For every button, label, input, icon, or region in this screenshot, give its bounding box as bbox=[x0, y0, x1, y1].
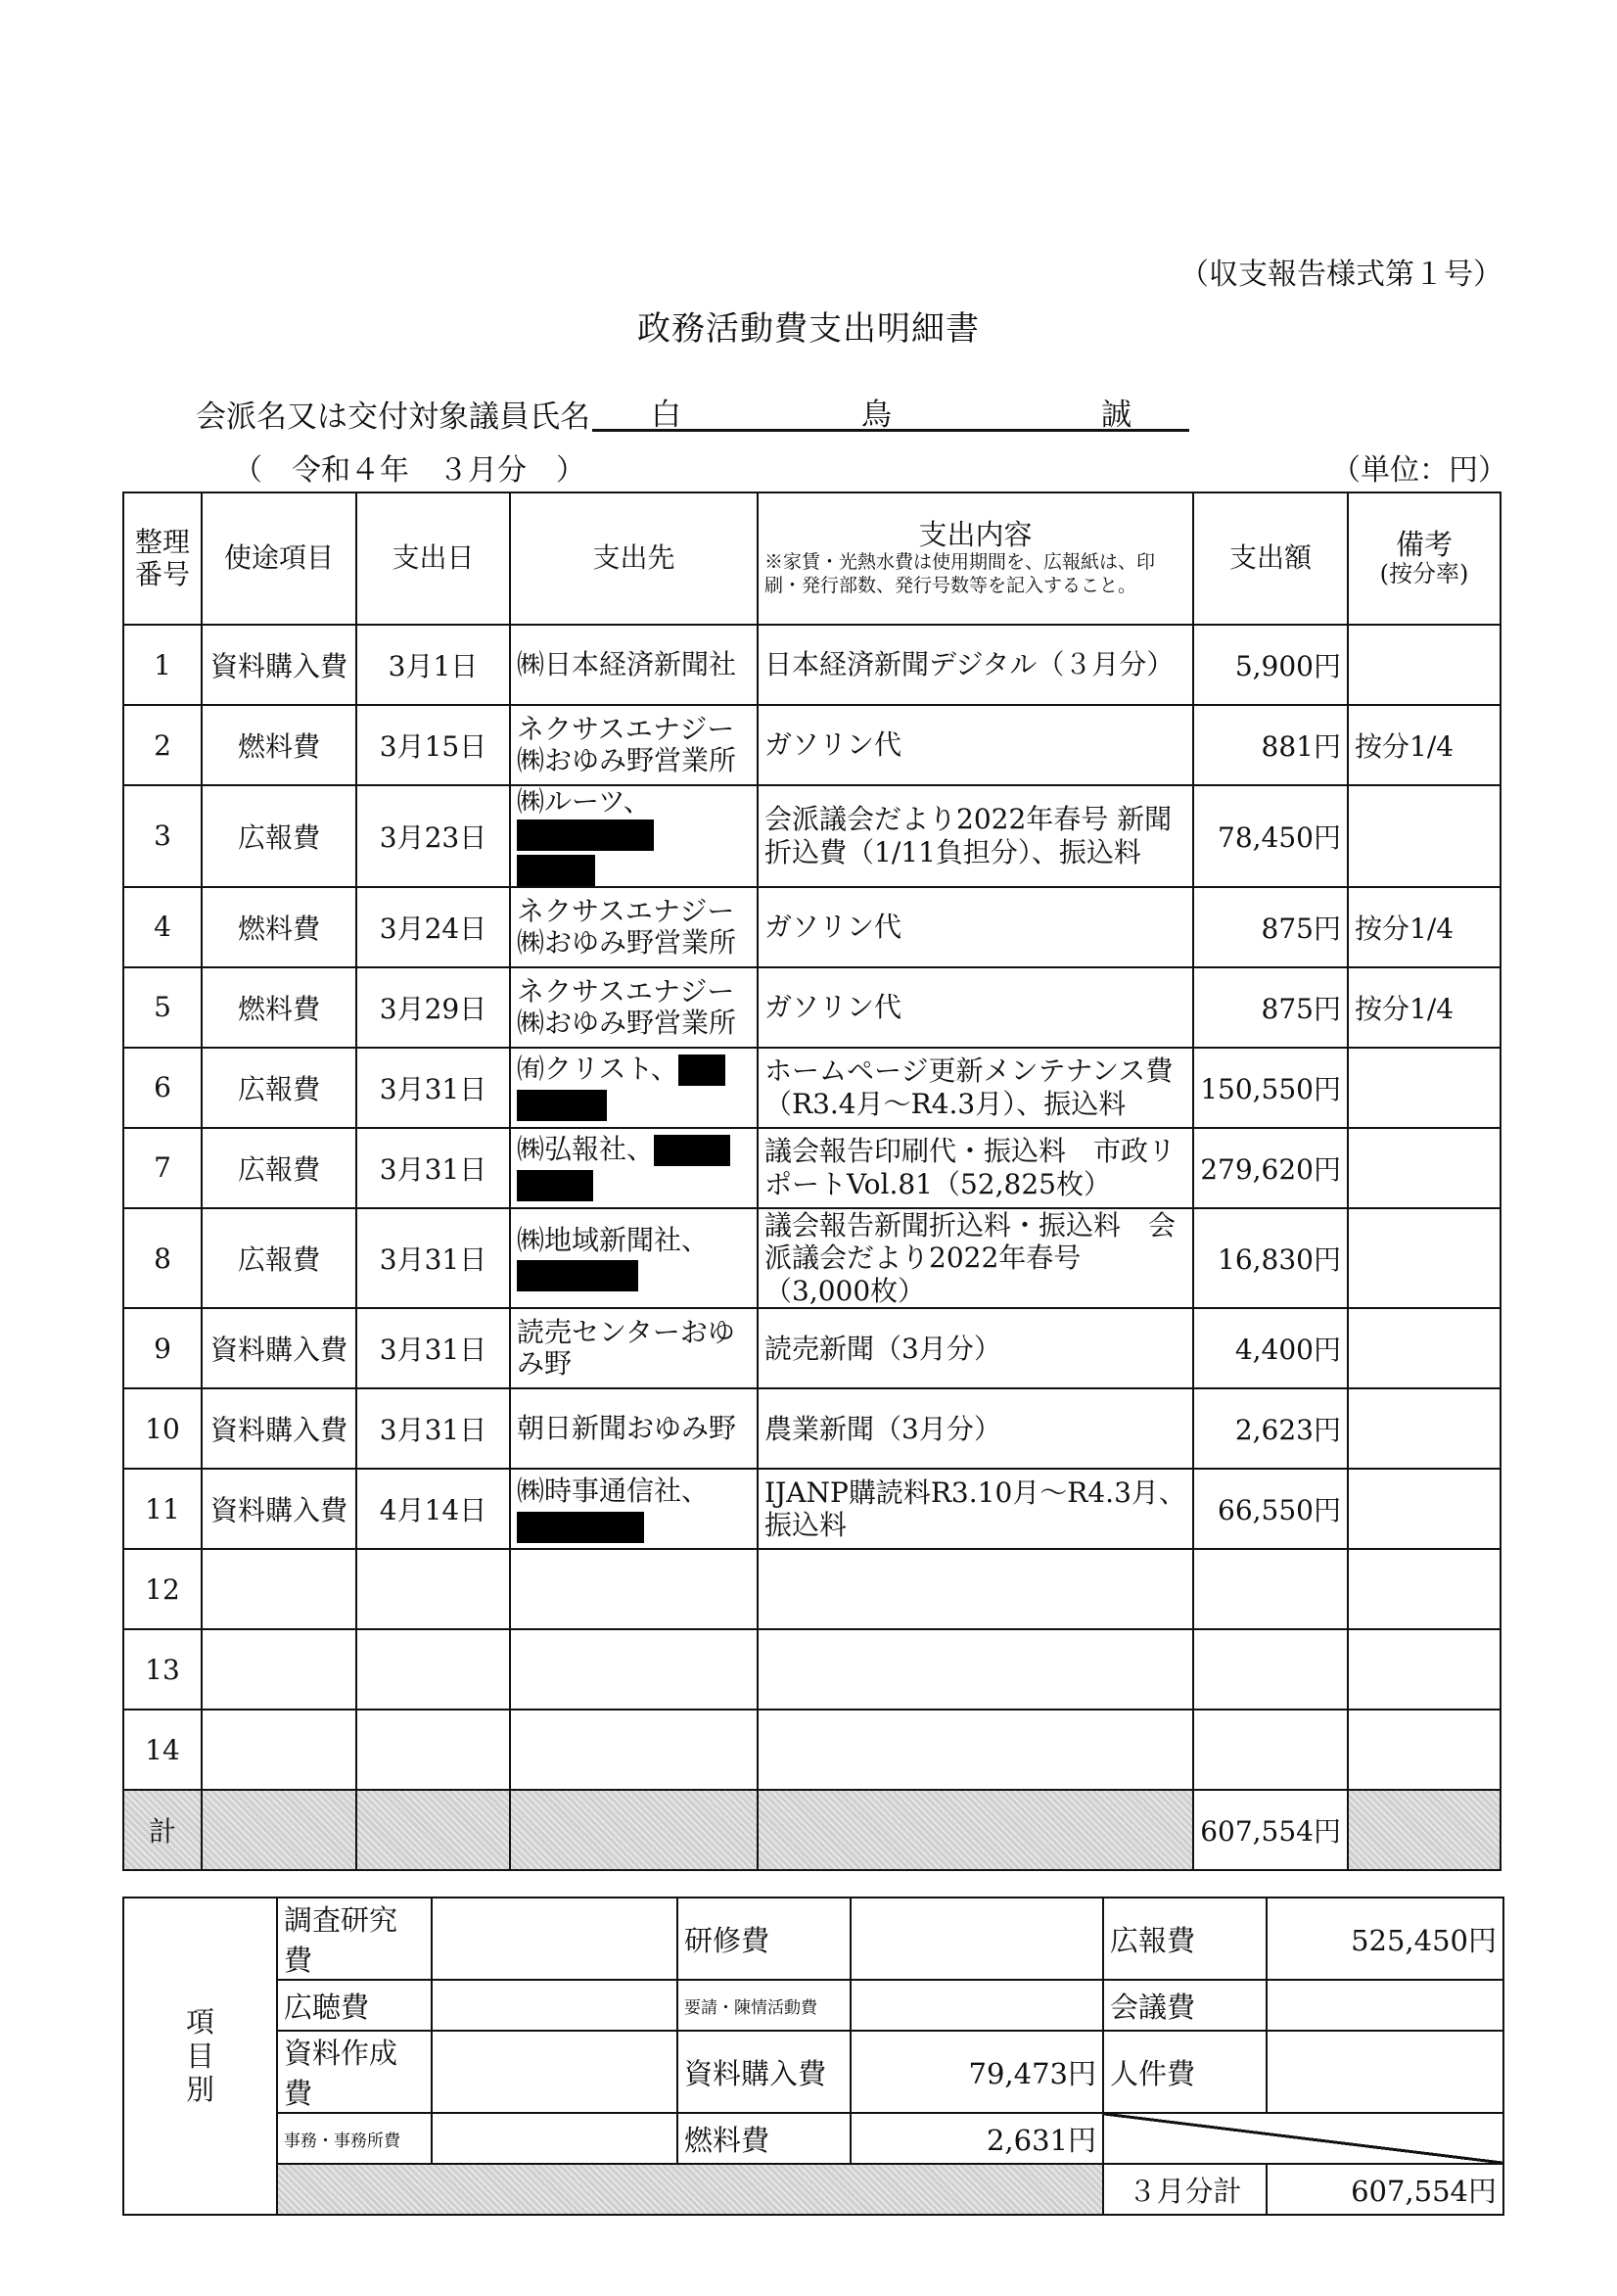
total-amount: 607,554円 bbox=[1193, 1790, 1348, 1870]
summary-label: 広聴費 bbox=[277, 1980, 432, 2031]
summary-total-value: 607,554円 bbox=[1267, 2164, 1503, 2215]
row-date: 3月15日 bbox=[356, 705, 510, 785]
total-label: 計 bbox=[123, 1790, 202, 1870]
row-amount: 875円 bbox=[1193, 967, 1348, 1048]
row-date: 3月29日 bbox=[356, 967, 510, 1048]
row-date: 3月31日 bbox=[356, 1048, 510, 1128]
row-content: ガソリン代 bbox=[758, 967, 1193, 1048]
row-amount bbox=[1193, 1629, 1348, 1710]
row-amount: 2,623円 bbox=[1193, 1388, 1348, 1469]
redaction-box bbox=[654, 1135, 730, 1166]
member-name-char: 白 bbox=[651, 398, 681, 433]
header-content-title: 支出内容 bbox=[918, 518, 1033, 552]
summary-value bbox=[1267, 1980, 1503, 2031]
row-no: 12 bbox=[123, 1549, 202, 1629]
row-payee: ㈱弘報社、 bbox=[510, 1128, 758, 1208]
row-category: 資料購入費 bbox=[202, 625, 356, 705]
row-payee bbox=[510, 1549, 758, 1629]
row-remarks: 按分1/4 bbox=[1348, 705, 1501, 785]
row-remarks bbox=[1348, 1128, 1501, 1208]
total-row bbox=[123, 1790, 1501, 1870]
document-title: 政務活動費支出明細書 bbox=[637, 309, 980, 349]
row-category: 広報費 bbox=[202, 1128, 356, 1208]
header-no: 整理番号 bbox=[123, 492, 202, 625]
header-remarks-sub: (按分率) bbox=[1379, 560, 1469, 588]
row-no: 11 bbox=[123, 1469, 202, 1549]
currency-unit: （単位：円） bbox=[1331, 453, 1507, 488]
shaded-cell bbox=[510, 1790, 758, 1870]
header-content-note: ※家賃・光熱水費は使用期間を、広報紙は、印刷・発行部数、発行号数等を記入すること。 bbox=[764, 551, 1156, 597]
row-amount bbox=[1193, 1710, 1348, 1790]
summary-label: 事務・事務所費 bbox=[277, 2113, 432, 2164]
row-content: 議会報告印刷代・振込料 市政リポートVol.81（52,825枚） bbox=[758, 1128, 1193, 1208]
table-row bbox=[123, 785, 1501, 887]
row-no: 13 bbox=[123, 1629, 202, 1710]
row-content bbox=[758, 1710, 1193, 1790]
row-date: 3月31日 bbox=[356, 1388, 510, 1469]
row-date: 3月31日 bbox=[356, 1308, 510, 1388]
summary-label: 資料購入費 bbox=[677, 2031, 851, 2113]
member-label: 会派名又は交付対象議員氏名 bbox=[196, 399, 590, 435]
row-no: 8 bbox=[123, 1208, 202, 1309]
row-payee: ネクサスエナジー㈱おゆみ野営業所 bbox=[510, 705, 758, 785]
row-no: 7 bbox=[123, 1128, 202, 1208]
summary-value: 79,473円 bbox=[851, 2031, 1103, 2113]
table-row bbox=[123, 1048, 1501, 1128]
row-content: IJANP購読料R3.10月～R4.3月、振込料 bbox=[758, 1469, 1193, 1549]
row-amount: 5,900円 bbox=[1193, 625, 1348, 705]
summary-label: 燃料費 bbox=[677, 2113, 851, 2164]
diagonal-slash-cell bbox=[1103, 2113, 1503, 2164]
row-category: 資料購入費 bbox=[202, 1308, 356, 1388]
table-row bbox=[123, 625, 1501, 705]
row-amount: 875円 bbox=[1193, 887, 1348, 967]
summary-value bbox=[432, 2031, 677, 2113]
row-remarks bbox=[1348, 1208, 1501, 1309]
row-no: 1 bbox=[123, 625, 202, 705]
row-date: 3月24日 bbox=[356, 887, 510, 967]
row-content: ガソリン代 bbox=[758, 705, 1193, 785]
row-payee: ㈱日本経済新聞社 bbox=[510, 625, 758, 705]
row-payee bbox=[510, 1710, 758, 1790]
row-date bbox=[356, 1710, 510, 1790]
redaction-box bbox=[517, 1170, 593, 1201]
row-amount: 279,620円 bbox=[1193, 1128, 1348, 1208]
summary-label: 会議費 bbox=[1103, 1980, 1267, 2031]
summary-value: 525,450円 bbox=[1267, 1898, 1503, 1980]
row-payee: ネクサスエナジー㈱おゆみ野営業所 bbox=[510, 967, 758, 1048]
row-remarks bbox=[1348, 1549, 1501, 1629]
summary-value bbox=[432, 2113, 677, 2164]
header-date: 支出日 bbox=[356, 492, 510, 625]
row-category: 広報費 bbox=[202, 1208, 356, 1309]
row-remarks bbox=[1348, 785, 1501, 887]
row-remarks: 按分1/4 bbox=[1348, 887, 1501, 967]
summary-label: 人件費 bbox=[1103, 2031, 1267, 2113]
row-content: ガソリン代 bbox=[758, 887, 1193, 967]
header-category: 使途項目 bbox=[202, 492, 356, 625]
row-remarks bbox=[1348, 1469, 1501, 1549]
summary-value bbox=[851, 1898, 1103, 1980]
table-row bbox=[123, 1629, 1501, 1710]
row-content: 農業新聞（3月分） bbox=[758, 1388, 1193, 1469]
report-period: （ 令和４年 ３月分 ） bbox=[233, 453, 585, 488]
table-row bbox=[123, 1549, 1501, 1629]
row-no: 10 bbox=[123, 1388, 202, 1469]
row-category: 広報費 bbox=[202, 785, 356, 887]
row-category: 資料購入費 bbox=[202, 1469, 356, 1549]
table-row bbox=[123, 1128, 1501, 1208]
row-date: 3月23日 bbox=[356, 785, 510, 887]
row-category: 燃料費 bbox=[202, 967, 356, 1048]
summary-value bbox=[851, 1980, 1103, 2031]
row-remarks bbox=[1348, 1308, 1501, 1388]
redaction-box bbox=[517, 1260, 638, 1291]
header-amount: 支出額 bbox=[1193, 492, 1348, 625]
shaded-cell bbox=[356, 1790, 510, 1870]
row-category: 燃料費 bbox=[202, 887, 356, 967]
row-no: 3 bbox=[123, 785, 202, 887]
row-amount: 78,450円 bbox=[1193, 785, 1348, 887]
row-no: 2 bbox=[123, 705, 202, 785]
row-amount: 150,550円 bbox=[1193, 1048, 1348, 1128]
row-amount bbox=[1193, 1549, 1348, 1629]
summary-label: 調査研究費 bbox=[277, 1898, 432, 1980]
summary-label: 要請・陳情活動費 bbox=[677, 1980, 851, 2031]
table-row bbox=[123, 1308, 1501, 1388]
row-content: 読売新聞（3月分） bbox=[758, 1308, 1193, 1388]
row-no: 6 bbox=[123, 1048, 202, 1128]
row-no: 4 bbox=[123, 887, 202, 967]
row-category bbox=[202, 1549, 356, 1629]
row-payee: ㈱時事通信社、 bbox=[510, 1469, 758, 1549]
table-header-row bbox=[123, 492, 1501, 625]
table-row bbox=[123, 1710, 1501, 1790]
table-row bbox=[123, 705, 1501, 785]
summary-value: 2,631円 bbox=[851, 2113, 1103, 2164]
row-amount: 66,550円 bbox=[1193, 1469, 1348, 1549]
row-content: 会派議会だより2022年春号 新聞折込費（1/11負担分）、振込料 bbox=[758, 785, 1193, 887]
form-number: （収支報告様式第１号） bbox=[1179, 258, 1502, 292]
row-category: 資料購入費 bbox=[202, 1388, 356, 1469]
expense-table bbox=[122, 492, 1502, 1871]
redaction-box bbox=[517, 855, 595, 886]
row-date: 4月14日 bbox=[356, 1469, 510, 1549]
summary-label: 広報費 bbox=[1103, 1898, 1267, 1980]
row-amount: 881円 bbox=[1193, 705, 1348, 785]
row-content bbox=[758, 1629, 1193, 1710]
summary-label: 資料作成費 bbox=[277, 2031, 432, 2113]
summary-total-label: ３月分計 bbox=[1103, 2164, 1267, 2215]
header-remarks-title: 備考 bbox=[1395, 528, 1453, 562]
row-content: 議会報告新聞折込料・振込料 会派議会だより2022年春号（3,000枚） bbox=[758, 1208, 1193, 1309]
shaded-cell bbox=[1348, 1790, 1501, 1870]
row-remarks bbox=[1348, 1388, 1501, 1469]
row-content bbox=[758, 1549, 1193, 1629]
member-name-char: 誠 bbox=[1101, 398, 1132, 433]
header-payee: 支出先 bbox=[510, 492, 758, 625]
redaction-box bbox=[517, 1090, 607, 1121]
row-payee: ㈱地域新聞社、 bbox=[510, 1208, 758, 1309]
row-amount: 4,400円 bbox=[1193, 1308, 1348, 1388]
summary-value bbox=[1267, 2031, 1503, 2113]
row-remarks: 按分1/4 bbox=[1348, 967, 1501, 1048]
row-payee: ㈲クリスト、 bbox=[510, 1048, 758, 1128]
shaded-cell bbox=[277, 2164, 1103, 2215]
header-content bbox=[758, 492, 1193, 625]
table-row bbox=[123, 1469, 1501, 1549]
row-date: 3月31日 bbox=[356, 1208, 510, 1309]
row-payee: 読売センターおゆみ野 bbox=[510, 1308, 758, 1388]
row-remarks bbox=[1348, 1710, 1501, 1790]
table-row bbox=[123, 1388, 1501, 1469]
row-date bbox=[356, 1629, 510, 1710]
row-amount: 16,830円 bbox=[1193, 1208, 1348, 1309]
table-row bbox=[123, 1208, 1501, 1309]
member-name bbox=[592, 390, 1189, 432]
row-category bbox=[202, 1629, 356, 1710]
row-no: 9 bbox=[123, 1308, 202, 1388]
row-remarks bbox=[1348, 1048, 1501, 1128]
row-category: 広報費 bbox=[202, 1048, 356, 1128]
member-name-char: 鳥 bbox=[861, 398, 892, 433]
row-content: ホームページ更新メンテナンス費（R3.4月～R4.3月）、振込料 bbox=[758, 1048, 1193, 1128]
summary-label: 研修費 bbox=[677, 1898, 851, 1980]
row-remarks bbox=[1348, 1629, 1501, 1710]
summary-value bbox=[432, 1898, 677, 1980]
row-category bbox=[202, 1710, 356, 1790]
summary-side-label: 項目別 bbox=[123, 1898, 277, 2215]
redaction-box bbox=[678, 1054, 725, 1086]
row-category: 燃料費 bbox=[202, 705, 356, 785]
row-date: 3月1日 bbox=[356, 625, 510, 705]
table-row bbox=[123, 887, 1501, 967]
summary-table bbox=[122, 1897, 1504, 2216]
row-payee bbox=[510, 1629, 758, 1710]
row-date bbox=[356, 1549, 510, 1629]
row-remarks bbox=[1348, 625, 1501, 705]
row-no: 14 bbox=[123, 1710, 202, 1790]
shaded-cell bbox=[202, 1790, 356, 1870]
shaded-cell bbox=[758, 1790, 1193, 1870]
table-row bbox=[123, 967, 1501, 1048]
row-payee: ㈱ルーツ、 bbox=[510, 785, 758, 887]
row-date: 3月31日 bbox=[356, 1128, 510, 1208]
redaction-box bbox=[517, 820, 654, 851]
row-payee: 朝日新聞おゆみ野 bbox=[510, 1388, 758, 1469]
row-content: 日本経済新聞デジタル（３月分） bbox=[758, 625, 1193, 705]
header-remarks bbox=[1348, 492, 1501, 625]
summary-value bbox=[432, 1980, 677, 2031]
row-payee: ネクサスエナジー㈱おゆみ野営業所 bbox=[510, 887, 758, 967]
redaction-box bbox=[517, 1512, 644, 1543]
row-no: 5 bbox=[123, 967, 202, 1048]
